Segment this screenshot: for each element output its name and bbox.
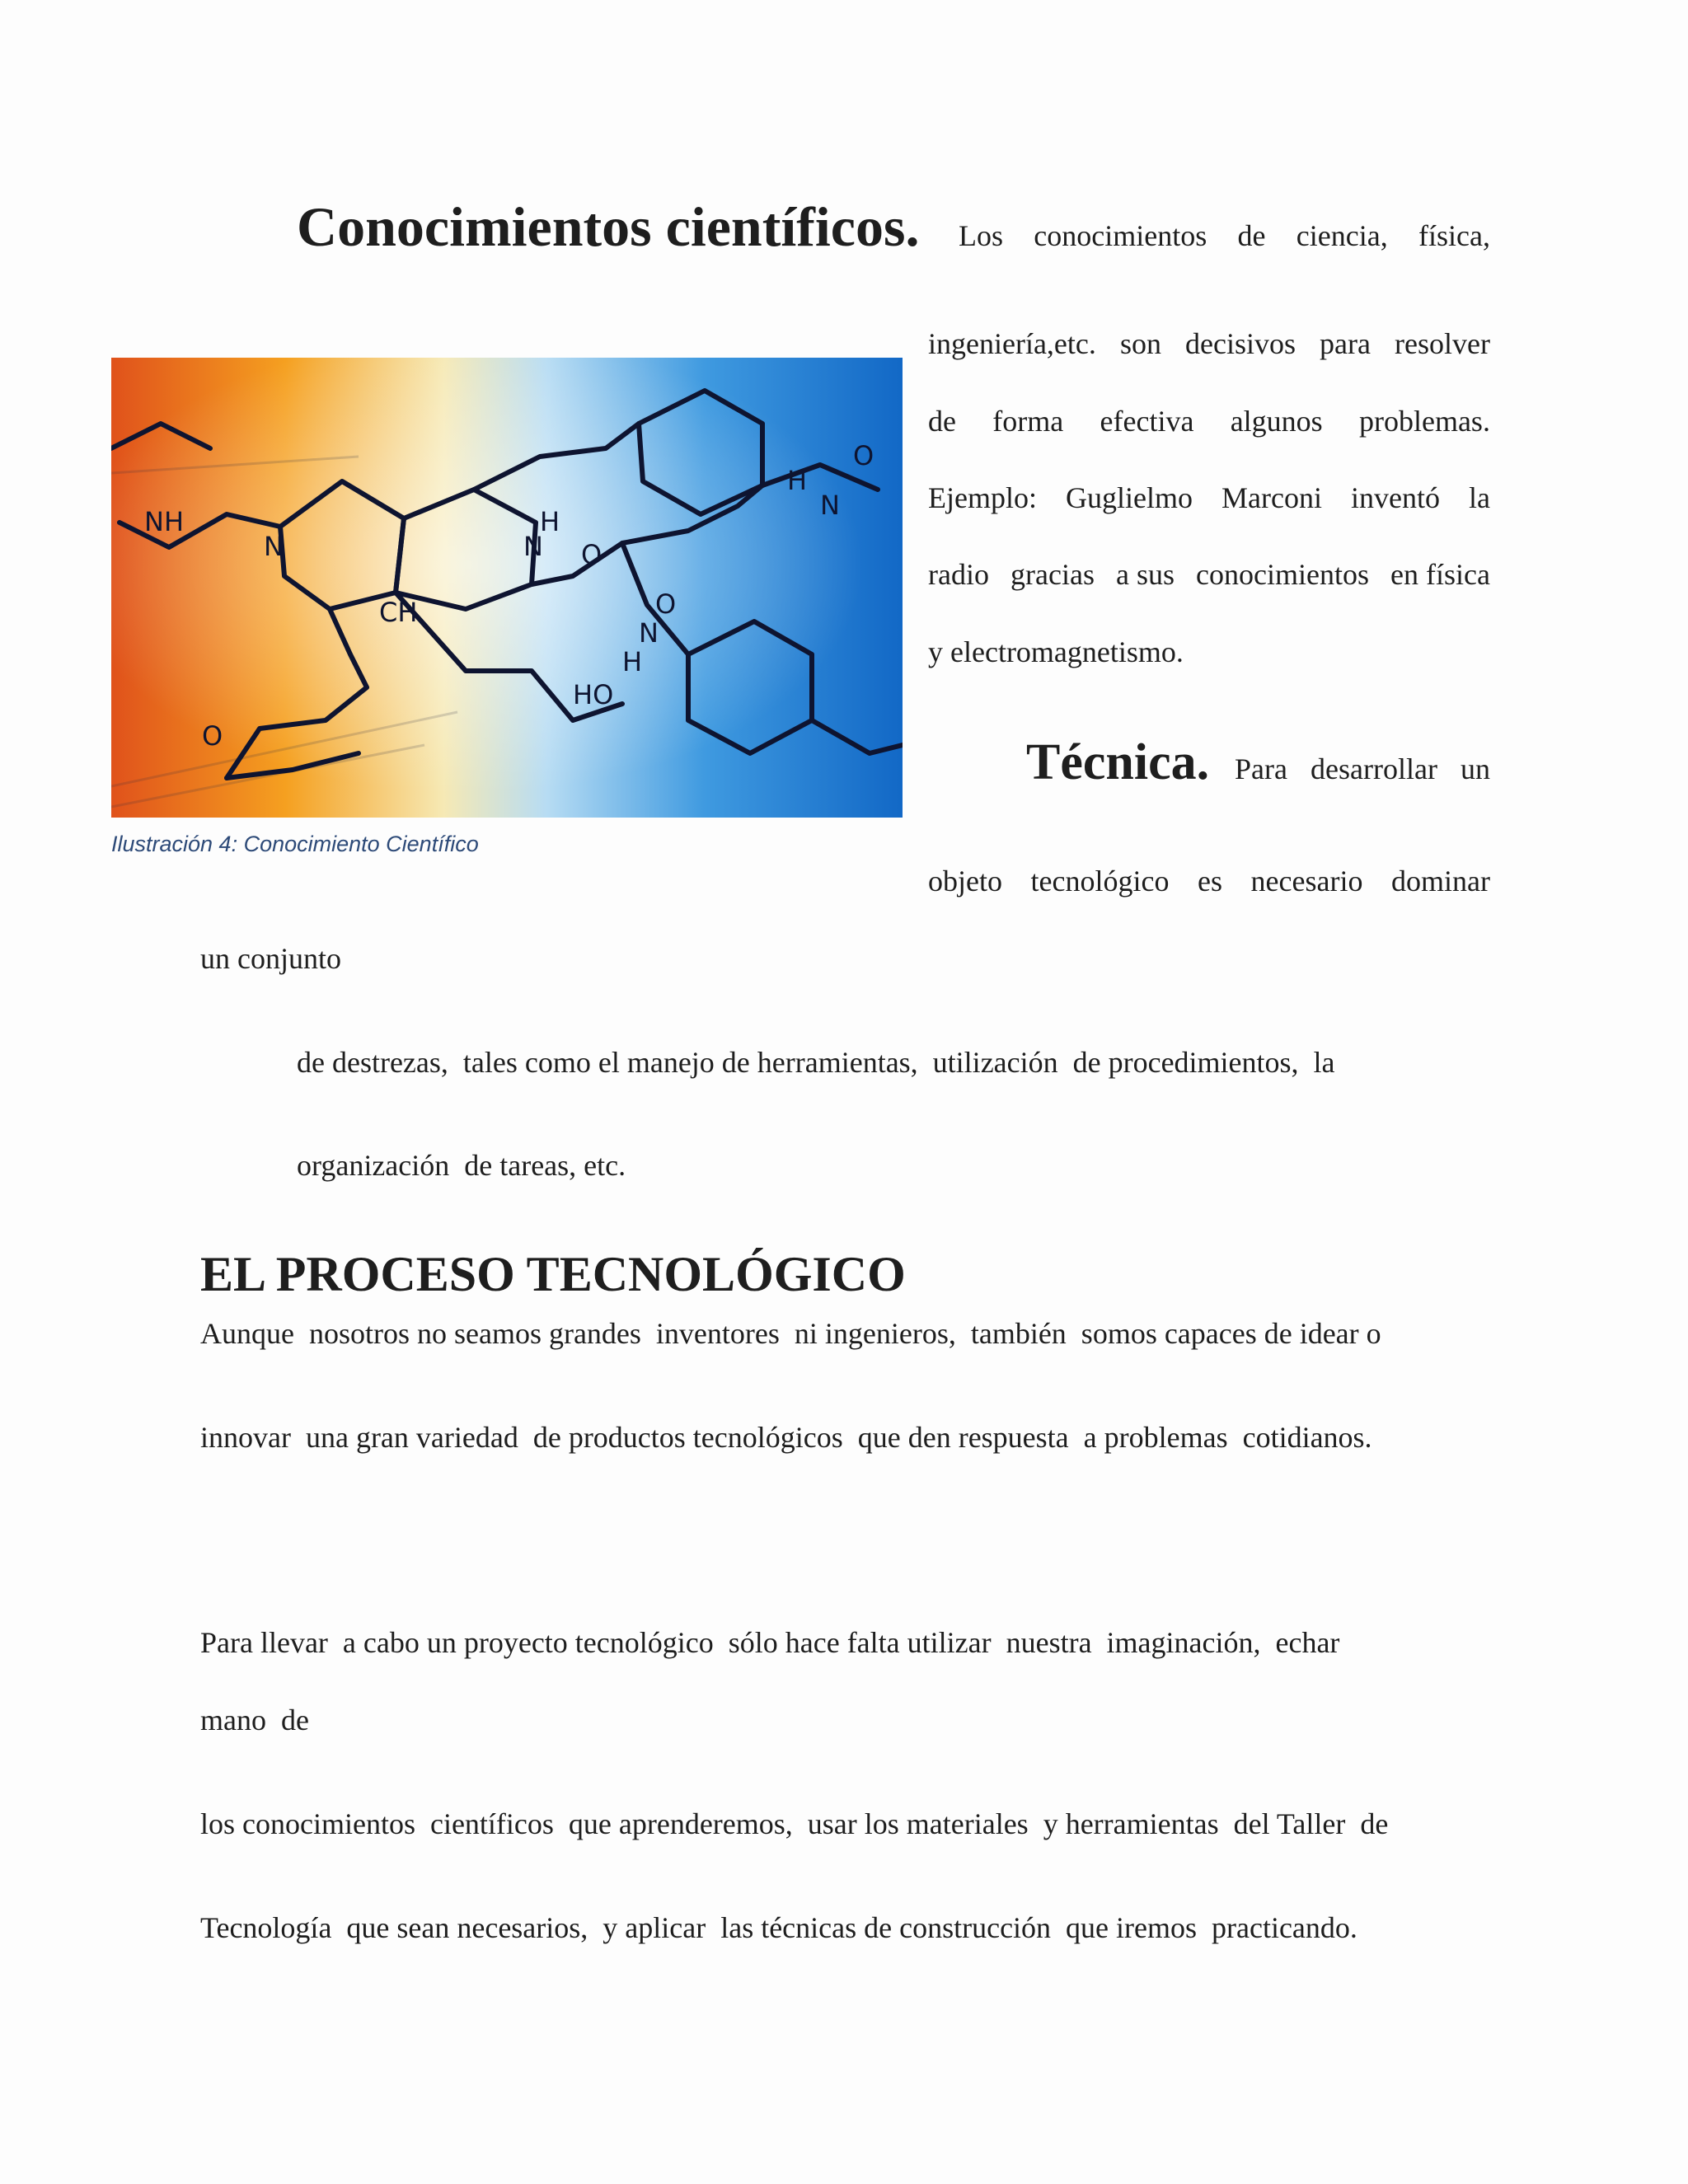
section2-heading-line xyxy=(1026,733,1490,792)
atom-label: N xyxy=(820,490,840,521)
atom-label: CH xyxy=(379,597,418,628)
section1-title: Conocimientos científicos. xyxy=(297,195,920,258)
section2-lead: Para desarrollar un xyxy=(1235,752,1490,785)
section3-paragraph-line: los conocimientos científicos que aprenderemos, usar los materiales y herramientas del Taller de xyxy=(200,1807,1389,1840)
figure-caption: Ilustración 4: Conocimiento Científico xyxy=(111,832,479,856)
section3-title: EL PROCESO TECNOLÓGICO xyxy=(200,1247,906,1301)
atom-label: H xyxy=(787,465,808,496)
section2-line: de destrezas, tales como el manejo de herramientas, utilización de procedimientos, la xyxy=(297,1046,1335,1079)
section1-lead: Los conocimientos de ciencia, física, xyxy=(959,219,1490,252)
section3-paragraph-line: Tecnología que sean necesarios, y aplicar las técnicas de construcción que iremos practicando. xyxy=(200,1911,1357,1944)
atom-label: H xyxy=(540,506,560,537)
section2-line: organización de tareas, etc. xyxy=(297,1149,626,1182)
atom-label: NH xyxy=(144,506,184,537)
section3-paragraph-line: innovar una gran variedad de productos tecnológicos que den respuesta a problemas cotidianos. xyxy=(200,1421,1372,1454)
section1-line: radio gracias a sus conocimientos en física xyxy=(928,558,1490,591)
section2-title: Técnica. xyxy=(1026,734,1210,790)
section2-line: un conjunto xyxy=(200,942,341,975)
section1-line-last: y electromagnetismo. xyxy=(928,635,1184,668)
atom-label: N xyxy=(639,617,659,649)
atom-label: O xyxy=(202,720,223,752)
atom-label: N xyxy=(264,531,284,562)
section2-line: objeto tecnológico es necesario dominar xyxy=(928,865,1490,898)
atom-label: O xyxy=(655,588,677,620)
atom-label: H xyxy=(622,646,643,677)
atom-label: O xyxy=(581,539,603,570)
molecule-illustration xyxy=(111,358,903,818)
section3-paragraph-line: Para llevar a cabo un proyecto tecnológico sólo hace falta utilizar nuestra imaginación, echar xyxy=(200,1626,1340,1659)
atom-label: O xyxy=(853,440,874,471)
section1-line: Ejemplo: Guglielmo Marconi inventó la xyxy=(928,481,1490,514)
atom-label: N xyxy=(523,531,543,562)
section1-heading-line xyxy=(297,194,1490,260)
section1-line: de forma efectiva algunos problemas. xyxy=(928,405,1490,438)
section3-paragraph-line: mano de xyxy=(200,1704,309,1736)
atom-label: HO xyxy=(573,679,614,710)
section1-line: ingeniería,etc. son decisivos para resolver xyxy=(928,327,1490,360)
section3-paragraph-line: Aunque nosotros no seamos grandes inventores ni ingenieros, también somos capaces de idear o xyxy=(200,1317,1381,1350)
